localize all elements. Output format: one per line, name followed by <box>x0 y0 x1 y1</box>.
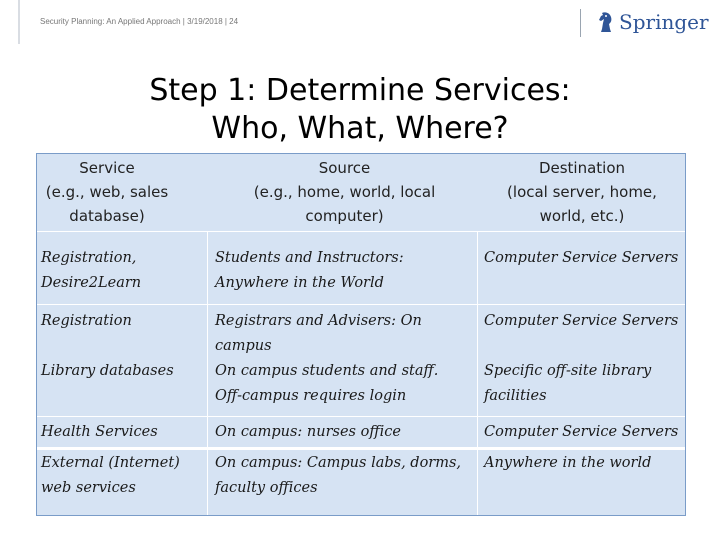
row-divider <box>37 231 685 232</box>
cell-service: Registration, Desire2Learn <box>41 250 142 291</box>
header-divider <box>580 9 581 37</box>
cell-service: Registration <box>41 313 132 329</box>
slide-title <box>0 72 720 148</box>
title-line-1: Step 1: Determine Services: <box>149 73 571 108</box>
title-line-2: Who, What, Where? <box>211 111 509 146</box>
header-accent-line <box>18 0 20 44</box>
slide-footer-info: Security Planning: An Applied Approach | 3/19/2018 | 24 <box>40 17 239 26</box>
cell-source: On campus: nurses office <box>215 424 401 440</box>
row-divider <box>37 416 685 417</box>
col-divider <box>207 231 208 515</box>
row-divider <box>37 304 685 305</box>
cell-service: External (Internet) web services <box>41 455 180 496</box>
header-service: Service (e.g., web, sales database) <box>45 159 169 225</box>
cell-destination: Computer Service Servers <box>484 424 679 440</box>
cell-destination: Anywhere in the world <box>484 455 652 471</box>
cell-source: On campus: Campus labs, dorms, faculty offices <box>215 455 462 496</box>
cell-source: On campus students and staff. Off-campus requires login <box>215 363 439 404</box>
cell-source: Students and Instructors: Anywhere in the World <box>215 250 404 291</box>
services-table <box>36 153 686 516</box>
cell-source: Registrars and Advisers: On campus <box>215 313 422 354</box>
cell-service: Library databases <box>41 363 174 379</box>
springer-logo <box>596 8 709 36</box>
chess-knight-icon <box>596 10 616 34</box>
logo-text: Springer <box>619 10 709 34</box>
header-destination: Destination (local server, home, world, etc.) <box>507 159 657 225</box>
cell-destination: Specific off-site library facilities <box>484 363 652 404</box>
header-source: Source (e.g., home, world, local computer) <box>253 159 436 225</box>
row-divider <box>37 447 685 450</box>
cell-destination: Computer Service Servers <box>484 313 679 329</box>
cell-destination: Computer Service Servers <box>484 250 679 266</box>
col-divider <box>477 231 478 515</box>
cell-service: Health Services <box>41 424 158 440</box>
